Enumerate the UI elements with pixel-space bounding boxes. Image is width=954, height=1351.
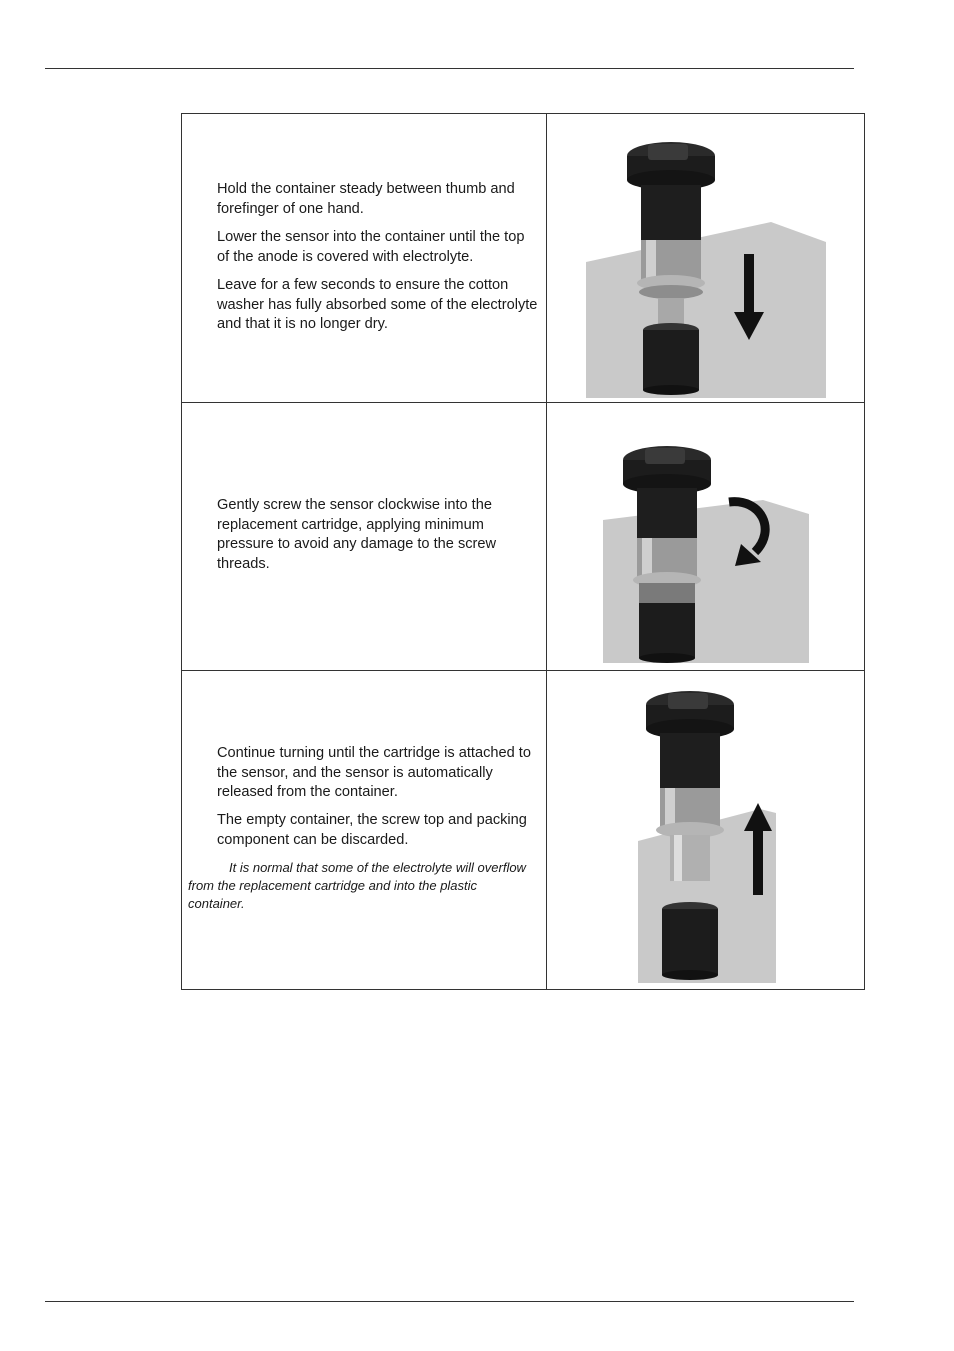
sensor-screwing-illustration [603,418,809,663]
step-text-cell [182,403,547,671]
header-rule [45,68,854,69]
footer-rule [45,1301,854,1302]
note-text: It is normal that some of the electrolyte will overflow from the replacement cartridge and into the plastic container. [188,860,526,911]
arrow-up-icon [744,803,772,895]
step-paragraph: Continue turning until the cartridge is attached to the sensor, and the sensor is automatically released from the container. [217,745,531,800]
step-paragraph: Hold the container steady between thumb and forefinger of one hand. [217,181,515,217]
sensor-lowering-illustration [586,130,826,398]
procedure-table [181,113,865,990]
step-text-cell [182,114,547,403]
step-paragraph: Lower the sensor into the container until the top of the anode is covered with electrolyte. [217,229,525,265]
step-paragraph: Gently screw the sensor clockwise into the replacement cartridge, applying minimum pressure to avoid any damage to the screw threads. [217,497,497,572]
sensor-released-illustration [638,689,776,983]
step-image-cell [547,403,865,671]
step-paragraph: The empty container, the screw top and packing component can be discarded. [217,812,527,848]
step-image-cell [547,114,865,403]
rotate-clockwise-icon [721,496,773,568]
step-row [182,671,865,990]
step-row [182,114,865,403]
step-paragraph: Leave for a few seconds to ensure the cotton washer has fully absorbed some of the electrolyte and that it is no longer dry. [217,277,538,332]
step-text-cell [182,671,547,990]
step-image-cell [547,671,865,990]
step-row [182,403,865,671]
arrow-down-icon [734,254,764,340]
